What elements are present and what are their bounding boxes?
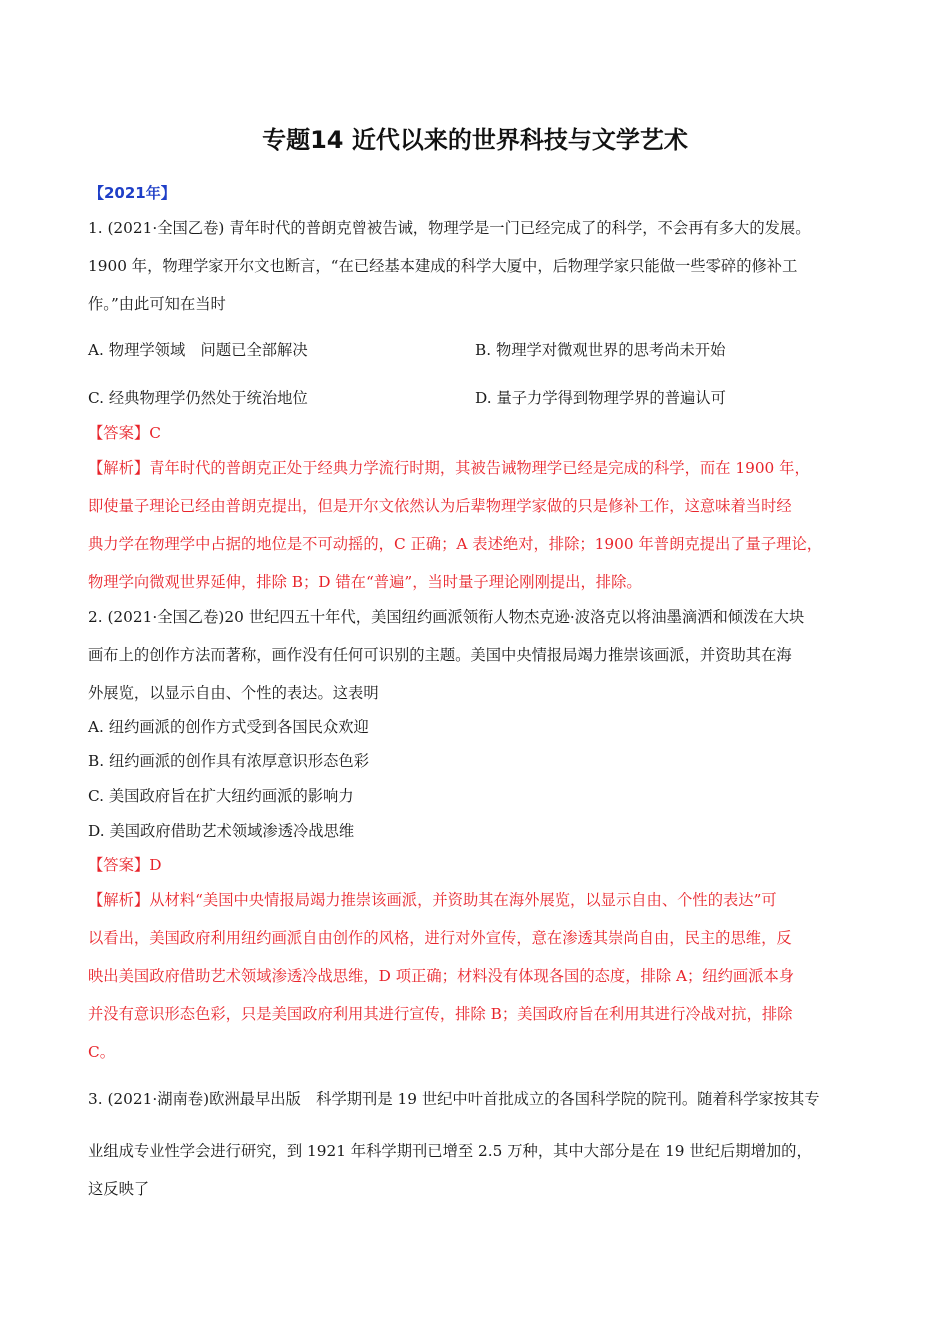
q2-analysis-label: 【解析】 xyxy=(88,891,150,909)
q2-option-d: D. 美国政府借助艺术领域渗透冷战思维 xyxy=(88,822,355,840)
q1-analysis-line-4: 物理学向微观世界延伸，排除 B；D 错在“普遍”，当时量子理论刚刚提出，排除。 xyxy=(88,573,642,591)
q2-answer-label: 【答案】 xyxy=(88,856,150,874)
q1-analysis-label: 【解析】 xyxy=(88,459,150,477)
q1-analysis-line-3: 典力学在物理学中占据的地位是不可动摇的，C 正确；A 表述绝对，排除；1900 年普朗克提出了量子理论， xyxy=(88,535,823,553)
q1-option-d: D. 量子力学得到物理学界的普遍认可 xyxy=(475,389,726,407)
q1-answer xyxy=(88,421,161,443)
q2-analysis-line-3: 映出美国政府借助艺术领域渗透冷战思维，D 项正确；材料没有体现各国的态度，排除 A；纽约画派本身 xyxy=(88,967,795,985)
q3-stem-line-1: 3. (2021·湖南卷)欧洲最早出版 科学期刊是 19 世纪中叶首批成立的各国科学院的院刊。随着科学家按其专 xyxy=(88,1090,820,1108)
q1-stem-line-2: 1900 年，物理学家开尔文也断言，“在已经基本建成的科学大厦中，后物理学家只能做一些零碎的修补工 xyxy=(88,257,798,275)
page-title: 专题14 近代以来的世界科技与文学艺术 xyxy=(262,126,688,154)
q1-option-a: A. 物理学领域 问题已全部解决 xyxy=(88,341,308,359)
q2-analysis-line-5: C。 xyxy=(88,1043,116,1061)
q1-stem-line-3: 作。”由此可知在当时 xyxy=(88,295,226,313)
q1-option-b: B. 物理学对微观世界的思考尚未开始 xyxy=(475,341,726,359)
year-tag: 【2021年】 xyxy=(89,184,176,202)
q2-answer xyxy=(88,853,161,875)
q2-analysis-line-1 xyxy=(88,888,777,910)
q2-analysis-line-4: 并没有意识形态色彩，只是美国政府利用其进行宣传，排除 B；美国政府旨在利用其进行冷战对抗，排除 xyxy=(88,1005,793,1023)
q2-analysis-text-1: 从材料“美国中央情报局竭力推崇该画派，并资助其在海外展览，以显示自由、个性的表达”可 xyxy=(149,891,777,909)
q1-answer-label: 【答案】 xyxy=(88,424,150,442)
q2-option-a: A. 纽约画派的创作方式受到各国民众欢迎 xyxy=(88,718,369,736)
q1-analysis-text-1: 青年时代的普朗克正处于经典力学流行时期，其被告诫物理学已经是完成的科学，而在 1900 年， xyxy=(149,459,810,477)
q2-option-b: B. 纽约画派的创作具有浓厚意识形态色彩 xyxy=(88,752,370,770)
q2-option-c: C. 美国政府旨在扩大纽约画派的影响力 xyxy=(88,787,354,805)
q3-stem-line-3: 这反映了 xyxy=(88,1180,150,1198)
q1-option-c: C. 经典物理学仍然处于统治地位 xyxy=(88,389,308,407)
q3-stem-line-2: 业组成专业性学会进行研究，到 1921 年科学期刊已增至 2.5 万种，其中大部分是在 19 世纪后期增加的， xyxy=(88,1142,812,1160)
q2-stem-line-2: 画布上的创作方法而著称，画作没有任何可识别的主题。美国中央情报局竭力推崇该画派，并资助其在海 xyxy=(88,646,792,664)
q2-stem-line-1: 2. (2021·全国乙卷)20 世纪四五十年代，美国纽约画派领衔人物杰克逊·波洛克以将油墨滴洒和倾泼在大块 xyxy=(88,608,805,626)
q1-stem-line-1: 1. (2021·全国乙卷) 青年时代的普朗克曾被告诫，物理学是一门已经完成了的科学，不会再有多大的发展。 xyxy=(88,219,811,237)
q2-stem-line-3: 外展览，以显示自由、个性的表达。这表明 xyxy=(88,684,379,702)
q1-analysis-line-2: 即使量子理论已经由普朗克提出，但是开尔文依然认为后辈物理学家做的只是修补工作，这意味着当时经 xyxy=(88,497,792,515)
q2-analysis-line-2: 以看出，美国政府利用纽约画派自由创作的风格，进行对外宣传，意在渗透其崇尚自由，民主的思维，反 xyxy=(88,929,792,947)
q1-analysis-line-1 xyxy=(88,456,810,478)
q1-answer-value: C xyxy=(149,424,161,442)
q2-answer-value: D xyxy=(149,856,162,874)
